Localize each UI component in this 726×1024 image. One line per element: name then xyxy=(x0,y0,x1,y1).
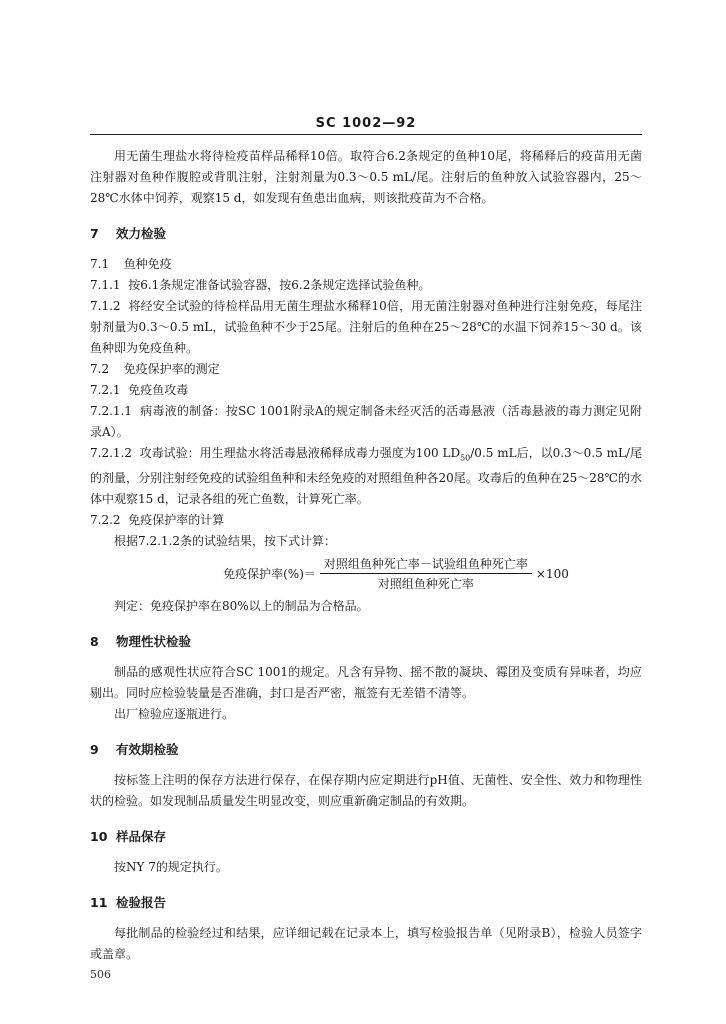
section-number: 7.2.2 xyxy=(90,513,121,528)
clause-number: 7.1.2 xyxy=(90,299,121,313)
section-8-paragraph-1: 制品的感观性状应符合SC 1001的规定。凡含有异物、摇不散的凝块、霉团及变质有异味者，均应剔出。同时应检验装量是否准确，封口是否严密，瓶签有无差错不清等。 xyxy=(90,665,642,701)
standard-code-header: SC 1002—92 xyxy=(315,116,417,131)
clause-subscript: 50 xyxy=(460,453,471,463)
clause-text: 病毒液的制备：按SC 1001附录A的规定制备未经灭活的活毒悬液（活毒悬液的毒力测定见附录A）。 xyxy=(90,404,642,439)
clause-text-a: 攻毒试验：用生理盐水将活毒悬液稀释成毒力强度为100 LD xyxy=(139,446,461,460)
section-title: 检验报告 xyxy=(116,895,167,911)
clause-7-1-1 xyxy=(90,275,642,296)
section-number: 7.1 xyxy=(90,257,110,271)
section-8-paragraph-2: 出厂检验应逐瓶进行。 xyxy=(114,707,235,722)
formula-intro: 根据7.2.1.2条的试验结果，按下式计算： xyxy=(114,534,336,549)
clause-7-2-1-2 xyxy=(90,443,642,510)
section-9-heading xyxy=(90,739,642,761)
section-number: 7.2 xyxy=(90,362,110,376)
section-10-paragraph: 按NY 7的规定执行。 xyxy=(114,860,228,875)
header-rule xyxy=(90,134,642,135)
section-title: 有效期检验 xyxy=(116,742,179,758)
clause-number: 7.2.1.2 xyxy=(90,446,132,460)
section-number: 7 xyxy=(90,226,99,241)
section-number: 8 xyxy=(90,634,99,650)
section-number: 9 xyxy=(90,742,99,758)
clause-7-2-1-1 xyxy=(90,401,642,443)
clause-text-b: /0.5 mL后，以0.3～0.5 mL/尾的剂量，分别注射经免疫的试验组鱼种和未经免疫的对照组鱼种各20尾。攻毒后的鱼种在25～28℃的水体中观察15 d，记录各组的死亡鱼数，计算死亡率。 xyxy=(90,446,642,507)
judgement-text: 判定：免疫保护率在80%以上的制品为合格品。 xyxy=(114,599,369,614)
section-title: 样品保存 xyxy=(116,829,167,845)
section-7-heading xyxy=(90,223,642,245)
formula-denominator: 对照组鱼种死亡率 xyxy=(377,577,474,592)
section-number: 7.2.1 xyxy=(90,383,121,397)
section-7-2-1-heading xyxy=(90,380,642,401)
document-body xyxy=(90,146,642,965)
section-11-heading xyxy=(90,892,642,914)
formula-lhs: 免疫保护率(%)＝ xyxy=(223,567,316,582)
intro-paragraph: 用无菌生理盐水将待检疫苗样品稀释10倍。取符合6.2条规定的鱼种10尾，将稀释后的疫苗用无菌注射器对鱼种作腹腔或背肌注射，注射剂量为0.3～0.5 mL/尾。注射后的鱼种放入试验容器内，25～28℃水体中饲养，观察15 d，如发现有鱼患出血病，则该批疫苗为不合格。 xyxy=(90,149,642,205)
clause-number: 7.1.1 xyxy=(90,278,121,292)
section-title: 效力检验 xyxy=(116,226,167,241)
section-7-2-heading xyxy=(90,359,642,380)
page-number: 506 xyxy=(90,968,111,981)
clause-7-1-2 xyxy=(90,296,642,359)
section-number: 11 xyxy=(90,895,108,911)
section-title: 免疫保护率的计算 xyxy=(128,513,225,528)
section-7-2-2-heading xyxy=(90,510,642,531)
section-number: 10 xyxy=(90,829,108,845)
section-11-paragraph: 每批制品的检验经过和结果，应详细记载在记录本上，填写检验报告单（见附录B），检验人员签字或盖章。 xyxy=(90,926,642,962)
clause-text: 按6.1条规定准备试验容器，按6.2条规定选择试验鱼种。 xyxy=(128,278,431,292)
section-8-heading xyxy=(90,631,642,653)
protection-rate-formula xyxy=(150,555,642,592)
section-10-heading xyxy=(90,826,642,848)
section-9-paragraph: 按标签上注明的保存方法进行保存，在保存期内应定期进行pH值、无菌性、安全性、效力和物理性状的检验。如发现制品质量发生明显改变，则应重新确定制品的有效期。 xyxy=(90,773,642,809)
section-title: 鱼种免疫 xyxy=(123,257,172,271)
section-title: 物理性状检验 xyxy=(116,634,192,650)
clause-number: 7.2.1.1 xyxy=(90,404,132,418)
formula-fraction xyxy=(320,555,532,592)
section-7-1-heading xyxy=(90,254,642,275)
section-title: 免疫保护率的测定 xyxy=(123,362,220,376)
clause-text: 将经安全试验的待检样品用无菌生理盐水稀释10倍，用无菌注射器对鱼种进行注射免疫，每尾注射剂量为0.3～0.5 mL，试验鱼种不少于25尾。注射后的鱼种在25～28℃的水温下饲养15～30 d。该鱼种即为免疫鱼种。 xyxy=(90,299,642,355)
section-title: 免疫鱼攻毒 xyxy=(128,383,189,397)
formula-numerator: 对照组鱼种死亡率－试验组鱼种死亡率 xyxy=(320,555,532,574)
formula-rhs: ×100 xyxy=(535,566,569,581)
